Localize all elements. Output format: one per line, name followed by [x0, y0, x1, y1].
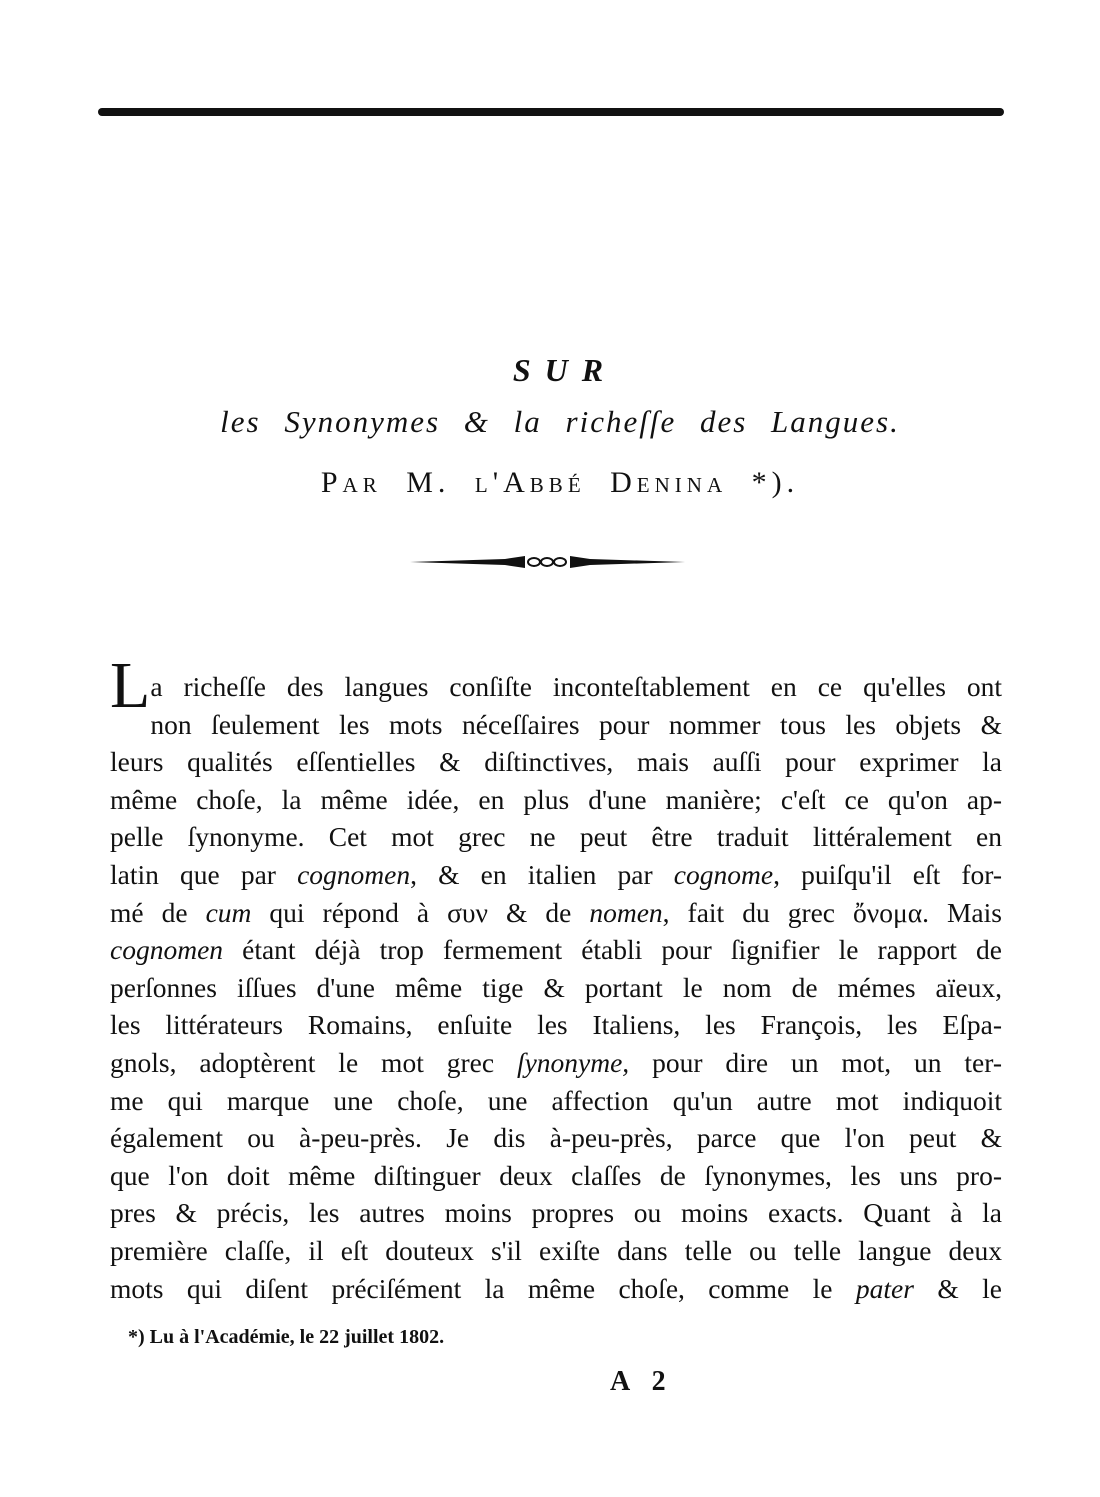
heading-title: SUR: [512, 352, 618, 388]
drop-cap: L: [110, 649, 151, 722]
heading-subtitle: les Synonymes & la richeſſe des Langues.: [220, 404, 900, 439]
body-line: perſonnes iſſues d'une même tige & portant le nom de mémes aïeux,: [110, 971, 1002, 1003]
body-paragraph: [110, 649, 1002, 1307]
body-line: première claſſe, il eſt douteux s'il exiſte dans telle ou telle langue deux: [110, 1234, 1002, 1266]
body-line: les littérateurs Romains, enſuite les Italiens, les François, les Eſpa-: [110, 1009, 1002, 1041]
body-line: également ou à-peu-près. Je dis à-peu-près, parce que l'on peut &: [110, 1122, 1002, 1154]
signature-mark: A 2: [610, 1366, 674, 1397]
body-line: pres & précis, les autres moins propres ou moins exacts. Quant à la: [110, 1197, 1002, 1229]
body-line: pelle ſynonyme. Cet mot grec ne peut être traduit littéralement en: [110, 821, 1002, 853]
body-line: a richeſſe des langues conſiſte inconteſtablement en ce qu'elles ont: [150, 671, 1002, 702]
body-line: me qui marque une choſe, une affection qu'un autre mot indiquoit: [110, 1084, 1002, 1116]
body-line: latin que par cognomen, & en italien par cognome, puiſqu'il eſt for-: [110, 858, 1002, 890]
body-line: leurs qualités eſſentielles & diſtinctives, mais auſſi pour exprimer la: [110, 746, 1002, 778]
body-line: que l'on doit même diſtinguer deux claſſes de ſynonymes, les uns pro-: [110, 1159, 1002, 1191]
top-rule: [98, 108, 1004, 116]
body-line: mots qui diſent préciſément la même choſe, comme le pater & le: [110, 1272, 1002, 1304]
body-line: cognomen étant déjà trop fermement établi pour ſignifier le rapport de: [110, 934, 1002, 966]
body-line: non ſeulement les mots néceſſaires pour nommer tous les objets &: [150, 708, 1002, 740]
footnote: *) Lu à l'Académie, le 22 juillet 1802.: [128, 1326, 445, 1348]
heading-author: Par M. l'Abbé Denina *).: [320, 466, 800, 499]
ornament-divider-icon: [410, 552, 685, 572]
body-line: même choſe, la même idée, en plus d'une manière; c'eſt ce qu'on ap-: [110, 783, 1002, 815]
body-line: gnols, adoptèrent le mot grec ſynonyme, pour dire un mot, un ter-: [110, 1046, 1002, 1078]
body-line: mé de cum qui répond à συν & de nomen, fait du grec ὄνομα. Mais: [110, 896, 1002, 928]
